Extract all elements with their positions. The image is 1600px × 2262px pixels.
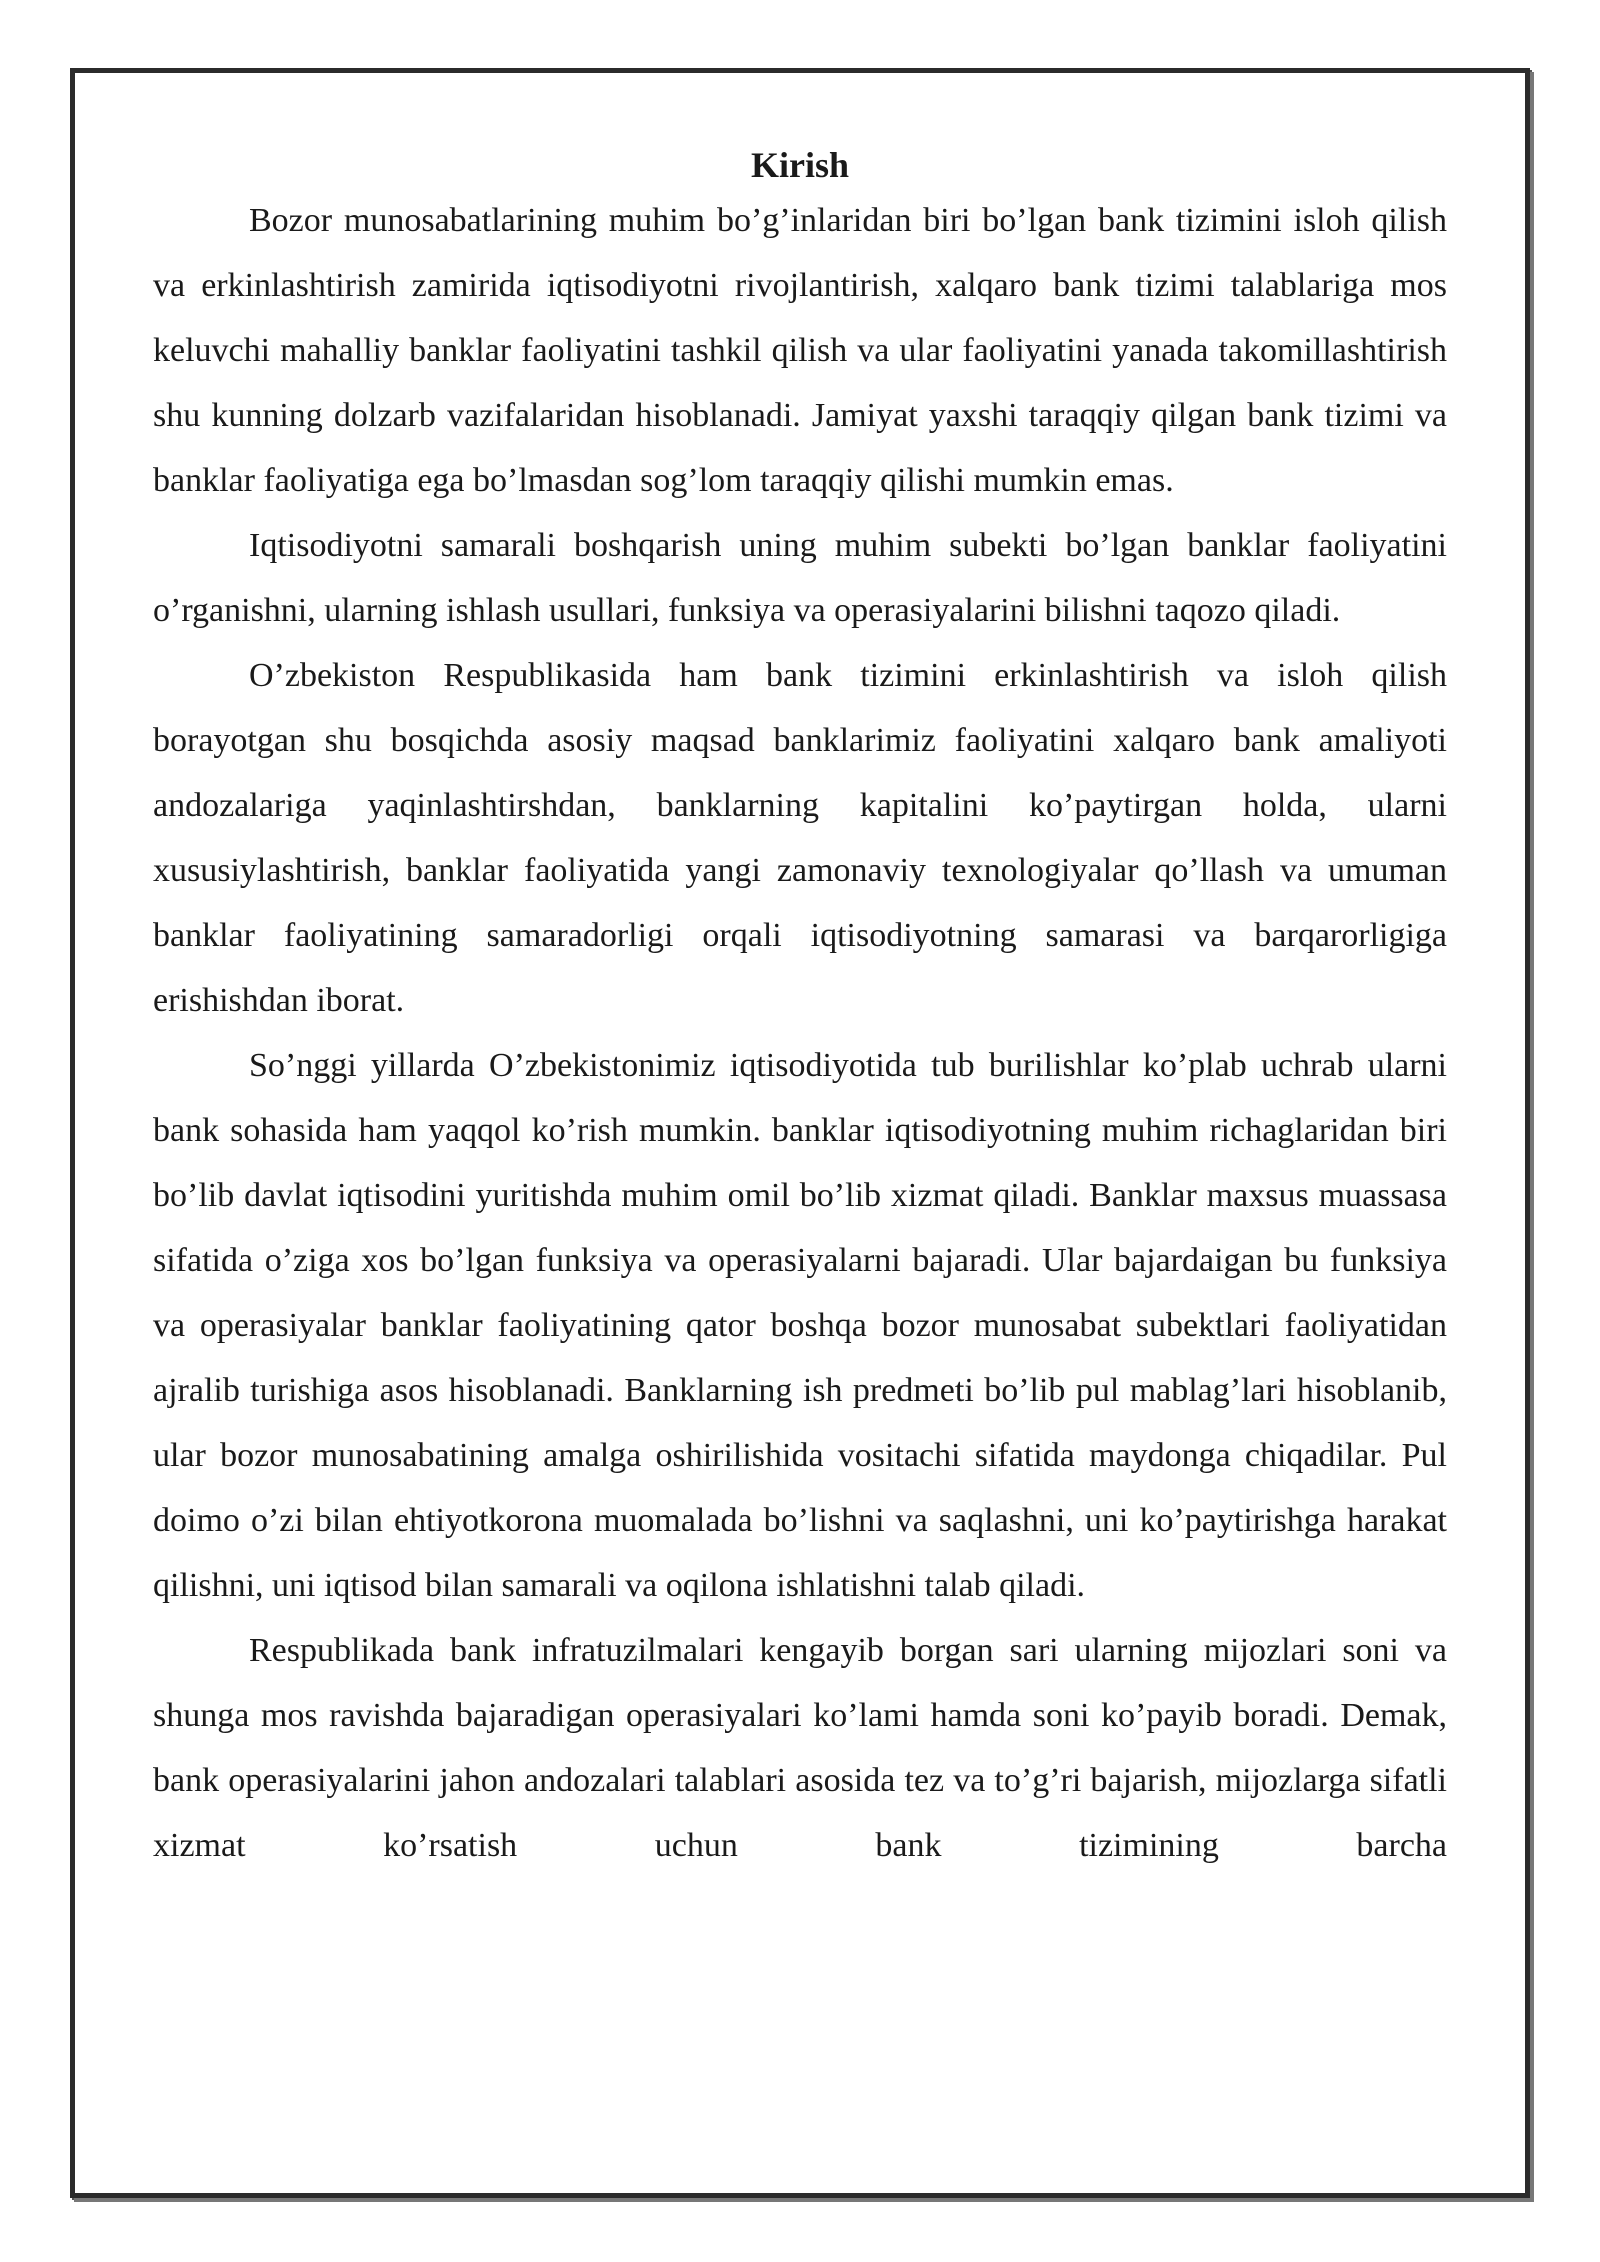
paragraph-2: Iqtisodiyotni samarali boshqarish uning muhim subekti bo’lgan banklar faoliyatini o’rganishni, ularning ishlash usullari, funksiya va operasiyalarini bilishni taqozo qiladi. [153,527,1447,629]
paragraph-3: O’zbekiston Respublikasida ham bank tizimini erkinlashtirish va isloh qilish borayotgan shu bosqichda asosiy maqsad banklarimiz faoliyatini xalqaro bank amaliyoti andozalariga yaqinlashtirshdan, banklarning kapitalini ko’paytirgan holda, ularni xususiylashtirish, banklar faoliyatida yangi zamonaviy texnologiyalar qo’llash va umuman banklar faoliyatining samaradorligi orqali iqtisodiyotning samarasi va barqarorligiga erishishdan iborat. [153,657,1447,1019]
document-title: Kirish [750,145,849,185]
paragraph-4: So’nggi yillarda O’zbekistonimiz iqtisodiyotida tub burilishlar ko’plab uchrab ularni bank sohasida ham yaqqol ko’rish mumkin. banklar iqtisodiyotning muhim richaglaridan biri bo’lib davlat iqtisodini yuritishda muhim omil bo’lib xizmat qiladi. Banklar maxsus muassasa sifatida o’ziga xos bo’lgan funksiya va operasiyalarni bajaradi. Ular bajardaigan bu funksiya va operasiyalar banklar faoliyatining qator boshqa bozor munosabat subektlari faoliyatidan ajralib turishiga asos hisoblanadi. Banklarning ish predmeti bo’lib pul mablag’lari hisoblanib, ular bozor munosabatining amalga oshirilishida vositachi sifatida maydonga chiqadilar. Pul doimo o’zi bilan ehtiyotkorona muomalada bo’lishni va saqlashni, uni ko’paytirishga harakat qilishni, uni iqtisod bilan samarali va oqilona ishlatishni talab qiladi. [153,1047,1447,1604]
paragraph-1: Bozor munosabatlarining muhim bo’g’inlaridan biri bo’lgan bank tizimini isloh qilish va erkinlashtirish zamirida iqtisodiyotni rivojlantirish, xalqaro bank tizimi talablariga mos keluvchi mahalliy banklar faoliyatini tashkil qilish va ular faoliyatini yanada takomillashtirish shu kunning dolzarb vazifalaridan hisoblanadi. Jamiyat yaxshi taraqqiy qilgan bank tizimi va banklar faoliyatiga ega bo’lmasdan sog’lom taraqqiy qilishi mumkin emas. [153,202,1447,499]
paragraph-5: Respublikada bank infratuzilmalari kengayib borgan sari ularning mijozlari soni va shunga mos ravishda bajaradigan operasiyalari ko’lami hamda soni ko’payib boradi. Demak, bank operasiyalarini jahon andozalari talablari asosida tez va to’g’ri bajarish, mijozlarga sifatli xizmat ko’rsatish uchun bank tizimining barcha [153,1632,1447,1864]
document-body [153,140,1447,1878]
